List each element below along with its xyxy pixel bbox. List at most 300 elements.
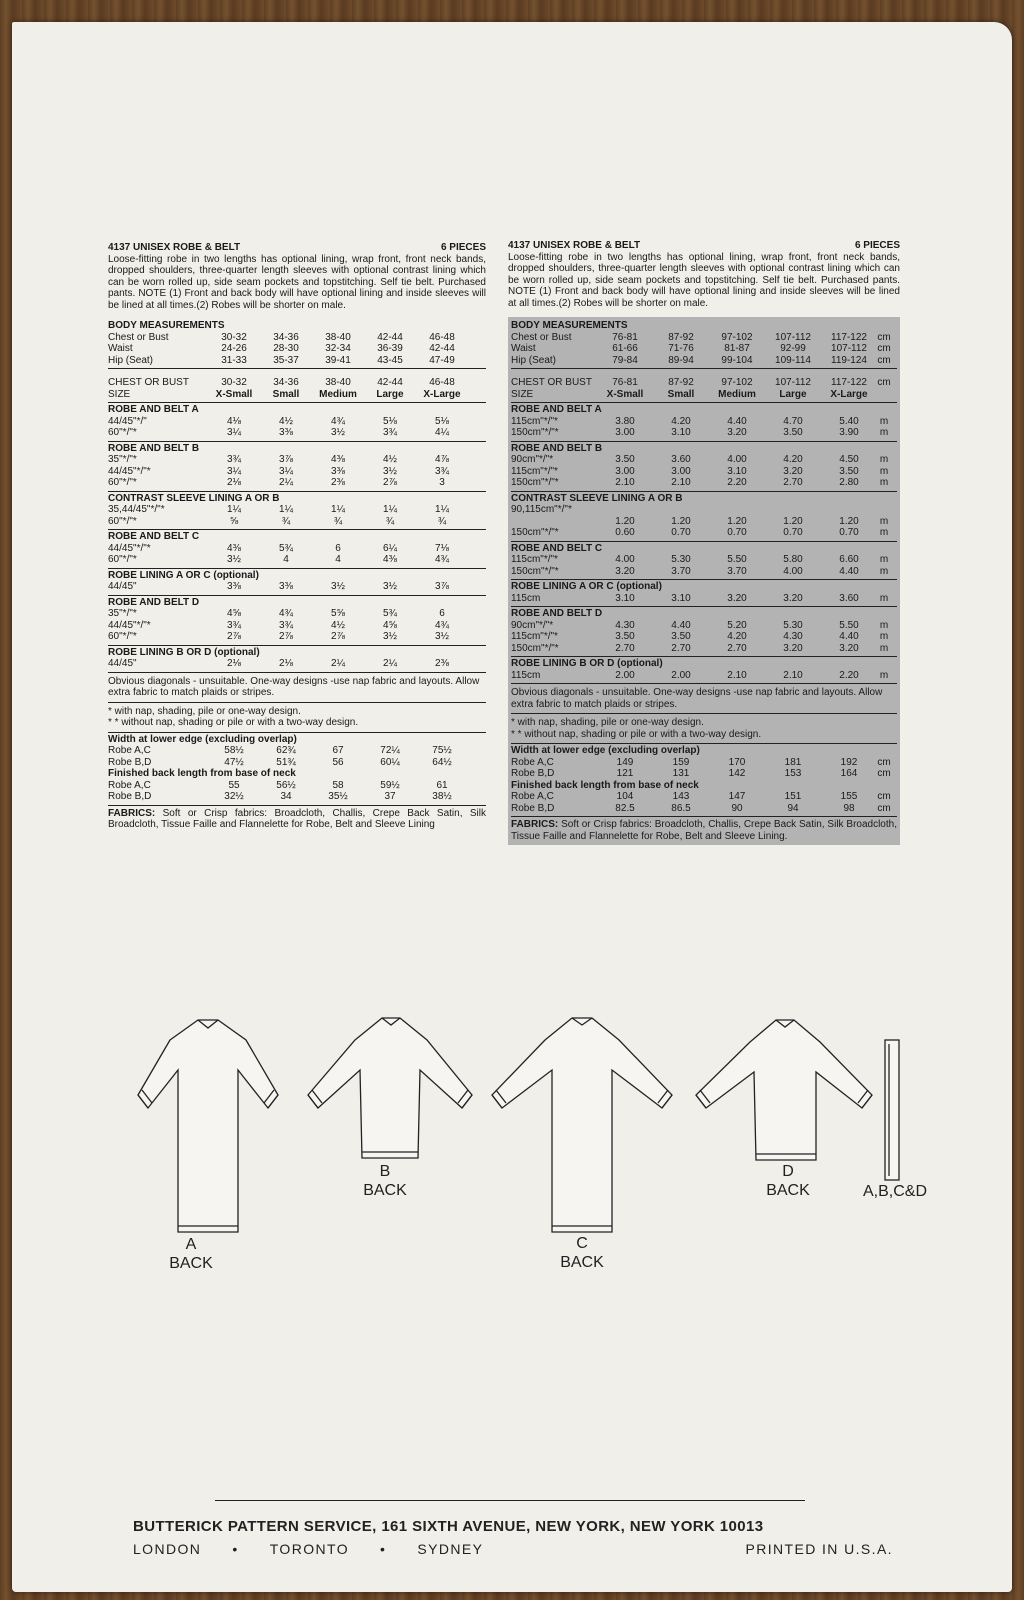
row-label: 150cm"*/"* [511, 477, 559, 488]
row-label: 44/45" [108, 658, 137, 669]
row-value: 55 [228, 779, 240, 791]
row-value: 86.5 [671, 802, 691, 814]
row-label: 115cm"*/"* [511, 554, 558, 565]
chart-row [108, 745, 486, 757]
row-value: 3.10 [671, 427, 691, 438]
row-value: 30-32 [221, 331, 247, 343]
row-value: 64½ [432, 756, 452, 768]
footer-spacer [514, 1541, 714, 1557]
pattern-header [108, 242, 486, 311]
row-label: 115cm"*/"* [511, 415, 558, 427]
length-title: Finished back length from base of neck [108, 768, 296, 779]
yardage-section [511, 442, 897, 492]
section-title: ROBE AND BELT C [108, 531, 200, 542]
row-value: 6 [335, 542, 341, 554]
row-value: 117-122 [831, 331, 867, 343]
row-value: 3.00 [615, 465, 635, 477]
row-value: 2.20 [727, 477, 747, 488]
footer-city-london: LONDON [133, 1541, 202, 1557]
row-label: 44/45"*/"* [108, 542, 151, 554]
row-value: 97-102 [721, 331, 753, 343]
row-value: 2.10 [783, 669, 803, 681]
figure-label-b: B BACK [363, 1163, 407, 1199]
row-unit [877, 389, 891, 401]
row-value: Small [272, 388, 300, 400]
row-label: 35"*/"* [108, 454, 137, 465]
footer-rule [215, 1500, 805, 1501]
row-value: 1¼ [383, 504, 397, 515]
row-unit: m [879, 415, 889, 427]
yardage-section [511, 542, 897, 581]
row-value: 5.50 [839, 619, 859, 631]
row-value: 58½ [224, 745, 244, 756]
note-without-nap: * * without nap, shading or pile or with a two-way design. [108, 717, 359, 728]
row-value: 3.60 [839, 592, 859, 604]
section-title: ROBE AND BELT D [511, 608, 603, 619]
fabrics-list: Soft or Crisp fabrics: Broadcloth, Challis, Crepe Back Satin, Silk Broadcloth, Tissue Faille and Flannelette for Robe, Belt and Sleeve Lining [108, 807, 487, 830]
chart-row [108, 620, 486, 632]
robe-a-back-drawing [138, 1020, 278, 1232]
chart-row [511, 527, 897, 539]
row-value: 3⅜ [227, 581, 241, 592]
row-unit: cm [877, 331, 891, 343]
chart-row [511, 377, 897, 389]
row-value: Medium [718, 388, 756, 400]
row-value: 38-40 [325, 331, 351, 343]
footer-cities-row [133, 1541, 893, 1557]
chart-row [108, 658, 486, 670]
row-value: 62¾ [276, 745, 296, 756]
row-value: 59½ [380, 779, 400, 791]
row-value: 5¾ [383, 608, 397, 619]
pattern-number: 4137 [108, 242, 131, 253]
row-label: SIZE [108, 388, 131, 400]
row-label: Chest or Bust [108, 331, 169, 343]
row-value: 34 [280, 791, 292, 802]
row-value: 4¾ [435, 619, 449, 631]
row-value: 5¾ [279, 542, 293, 554]
row-value: 4¾ [279, 608, 293, 619]
row-value: 37 [384, 791, 396, 802]
row-value: 1.20 [839, 515, 859, 527]
chart-row [108, 631, 486, 643]
row-value: 6.60 [839, 554, 859, 565]
chart-row [511, 757, 897, 769]
row-label: 90cm"*/"* [511, 454, 554, 465]
robe-c-back-drawing [492, 1018, 672, 1232]
row-value: 3¾ [383, 427, 397, 438]
yardage-section [511, 580, 897, 607]
row-value: 87-92 [668, 377, 694, 388]
chart-row [108, 608, 486, 620]
row-value: 38½ [432, 791, 452, 802]
row-value: 3½ [435, 631, 449, 642]
row-value: 79-84 [612, 354, 638, 366]
row-value [597, 504, 653, 516]
pattern-description: Loose-fitting robe in two lengths has optional lining, wrap front, front neck bands, dropped shoulders, three-quarter length sleeves with optional contrast lining which can be worn rolled up, side seam pockets and topstitching. Self tie belt. Purchased pants. NOTE (1) Front and back body will have optional lining and inside sleeves will be lined at all times.(2) Robes will be shorter on male. [508, 251, 900, 309]
size-header [108, 369, 486, 403]
note-without-nap: * * without nap, shading or pile or with a two-way design. [511, 728, 762, 740]
row-label: 115cm [511, 669, 541, 681]
chart-row [511, 416, 897, 428]
row-value: 3.10 [727, 465, 747, 477]
chart-row [108, 454, 486, 466]
row-value: 4⅝ [227, 608, 241, 619]
row-value [821, 504, 877, 516]
row-value: 47½ [224, 756, 244, 768]
chart-row [511, 504, 897, 516]
footer-city-sydney: SYDNEY [417, 1541, 484, 1557]
row-value: 7⅛ [435, 542, 449, 554]
row-value: 42-44 [377, 377, 403, 388]
row-label: Robe A,C [108, 779, 151, 791]
row-value: 5⅛ [383, 415, 397, 427]
row-value: 76-81 [612, 331, 638, 343]
row-label: Robe A,C [511, 756, 554, 768]
row-label: SIZE [511, 388, 534, 400]
row-value: 4½ [383, 454, 397, 465]
row-label: 60"*/"* [108, 427, 137, 438]
row-unit: m [879, 477, 889, 488]
row-value: 4.20 [727, 631, 747, 642]
row-value: 60¼ [380, 756, 400, 768]
chart-row [108, 477, 486, 489]
section-title: ROBE LINING B OR D (optional) [108, 646, 260, 658]
chart-row [108, 427, 486, 439]
row-value: 3⅜ [331, 465, 345, 477]
section-title: ROBE AND BELT A [108, 404, 199, 415]
yardage-section [108, 442, 486, 492]
row-unit: cm [877, 756, 891, 768]
row-value: 35-37 [273, 354, 299, 366]
chart-row [108, 757, 486, 769]
row-unit: cm [877, 768, 891, 779]
row-unit: cm [877, 802, 891, 814]
row-value: 3.90 [839, 427, 859, 438]
row-label: 60"*/"* [108, 515, 137, 527]
row-value: 107-112 [831, 343, 867, 354]
row-label: Robe B,D [511, 768, 555, 779]
row-value: 3.10 [671, 592, 691, 604]
row-value: 4⅜ [331, 454, 345, 465]
row-value: 2.00 [671, 669, 691, 681]
row-value: 2.00 [615, 669, 635, 681]
row-value: 38-40 [325, 377, 351, 388]
row-unit: cm [877, 354, 891, 366]
row-value: 2¼ [279, 477, 293, 488]
robe-d-back-drawing [696, 1020, 872, 1160]
row-value: 61-66 [612, 343, 638, 354]
row-value: 3¼ [227, 465, 241, 477]
row-label: Hip (Seat) [511, 354, 557, 366]
row-unit: m [879, 465, 889, 477]
row-value: 99-104 [721, 354, 753, 366]
row-value: 35½ [328, 791, 348, 802]
row-label: 44/45"*/"* [108, 465, 151, 477]
fabrics-label: FABRICS: [108, 807, 156, 819]
row-value: 67 [332, 745, 344, 756]
chart-row [108, 377, 486, 389]
row-value: 142 [728, 768, 746, 779]
note-diagonals: Obvious diagonals - unsuitable. One-way designs -use nap fabric and layouts. Allow extra fabric to match plaids or stripes. [108, 675, 480, 698]
chart-row [511, 355, 897, 367]
pattern-pieces: 6 PIECES [854, 240, 900, 251]
row-unit [877, 504, 891, 516]
row-value: 4 [335, 554, 341, 565]
row-value: 1¼ [279, 504, 293, 515]
finished-measurements [108, 733, 486, 806]
nap-notes [108, 703, 486, 733]
row-value: 3.20 [783, 465, 803, 477]
row-value: 3½ [227, 554, 241, 565]
row-value: 4⅛ [227, 415, 241, 427]
row-unit: cm [877, 343, 891, 354]
row-value: 5.50 [727, 554, 747, 565]
row-value: 24-26 [221, 343, 247, 354]
row-value: 4.70 [783, 415, 803, 427]
row-value: 181 [784, 756, 802, 768]
row-value: 3 [439, 477, 445, 488]
row-value: 149 [616, 756, 634, 768]
width-title: Width at lower edge (excluding overlap) [108, 733, 297, 745]
row-value: 1.20 [615, 515, 635, 527]
yardage-section [108, 403, 486, 442]
row-unit: cm [877, 377, 891, 388]
section-title: CONTRAST SLEEVE LINING A OR B [108, 492, 280, 504]
row-value: 6 [439, 608, 445, 619]
row-value: 34-36 [273, 377, 299, 388]
row-value: 1.20 [783, 515, 803, 527]
row-value: 3⅞ [279, 454, 293, 465]
row-value: 5⅛ [435, 415, 449, 427]
section-title: ROBE AND BELT C [511, 542, 603, 554]
row-value: 131 [672, 768, 690, 779]
row-label: 90,115cm"*/"* [511, 504, 572, 515]
row-value: 2.10 [671, 477, 691, 488]
row-label: 115cm"*/"* [511, 631, 558, 642]
row-value: 1¼ [435, 504, 449, 515]
row-value: 46-48 [429, 331, 455, 343]
row-label: 44/45" [108, 581, 137, 592]
row-label [511, 516, 597, 528]
row-value: ¾ [437, 515, 447, 527]
row-value: 32½ [224, 791, 244, 802]
pattern-pieces: 6 PIECES [440, 242, 486, 253]
row-value: 4.00 [727, 454, 747, 465]
row-label: 150cm"*/"* [511, 565, 559, 577]
row-value: 153 [784, 768, 802, 779]
row-value: 3.00 [615, 427, 635, 438]
row-unit: m [879, 427, 889, 438]
row-unit: m [879, 669, 889, 681]
row-value: Medium [319, 388, 357, 400]
row-value: 3.60 [671, 454, 691, 465]
row-label: Waist [511, 343, 536, 354]
row-value: 121 [616, 768, 634, 779]
section-title: BODY MEASUREMENTS [511, 320, 628, 331]
yardage-section [511, 607, 897, 657]
row-value: 147 [728, 791, 746, 802]
chart-row [108, 389, 486, 401]
row-value: 3½ [383, 465, 397, 477]
row-value: 39-41 [325, 354, 351, 366]
metric-panel [508, 240, 900, 845]
finished-measurements [511, 744, 897, 817]
figure-label-belt: A,B,C&D [862, 1183, 927, 1200]
row-value: 4¾ [331, 415, 345, 427]
row-value: 3.20 [783, 592, 803, 604]
belt-drawing [885, 1040, 899, 1180]
chart-row [108, 355, 486, 367]
row-value: 3.80 [615, 415, 635, 427]
row-label: 35,44/45"*/"* [108, 504, 165, 515]
row-label: Robe A,C [108, 745, 151, 756]
row-label: 60"*/"* [108, 477, 137, 488]
row-value: 87-92 [668, 331, 694, 343]
yardage-section [511, 492, 897, 542]
row-value: ¾ [333, 515, 343, 527]
row-value: 3.20 [615, 565, 635, 577]
row-value: X-Small [606, 388, 644, 400]
row-label: Robe A,C [511, 791, 554, 802]
figure-label-d: D BACK [766, 1163, 810, 1199]
row-value: 3.50 [615, 631, 635, 642]
row-value: 3¼ [279, 465, 293, 477]
row-value: 2.70 [727, 642, 747, 654]
row-value: 82.5 [615, 802, 635, 814]
row-value: 2.10 [615, 477, 635, 488]
body-measurements [511, 319, 897, 369]
note-with-nap: * with nap, shading, pile or one-way design. [511, 717, 704, 728]
chart-row [511, 389, 897, 401]
row-label: 115cm [511, 592, 541, 604]
chart-row [511, 427, 897, 439]
row-value: 4¾ [435, 554, 449, 565]
row-value: 2⅛ [227, 658, 241, 669]
chart-row [511, 516, 897, 528]
row-value: 71-76 [668, 343, 694, 354]
yardage-section [108, 596, 486, 646]
row-value: 58 [332, 779, 344, 791]
row-value: 81-87 [724, 343, 750, 354]
row-value: 1¼ [331, 504, 345, 515]
row-value: 4.40 [671, 619, 691, 631]
row-value: 3.20 [783, 642, 803, 654]
row-value: 3¾ [279, 619, 293, 631]
figure-label-a: A BACK [169, 1236, 213, 1272]
section-title: ROBE LINING A OR C (optional) [511, 581, 662, 592]
chart-row [511, 454, 897, 466]
row-label: Robe B,D [108, 756, 152, 768]
row-value: 3¾ [227, 619, 241, 631]
row-value: 2.70 [783, 477, 803, 488]
row-value: 2⅞ [331, 631, 345, 642]
row-value: 117-122 [831, 377, 867, 388]
pattern-number: 4137 [508, 240, 531, 251]
row-value: 5.40 [839, 415, 859, 427]
row-unit: m [879, 619, 889, 631]
row-value: ¾ [281, 515, 291, 527]
row-unit: m [879, 554, 889, 565]
row-value: 5.30 [783, 619, 803, 631]
row-label: 115cm"*/"* [511, 465, 558, 477]
yardage-section [108, 492, 486, 531]
chart-row [511, 343, 897, 355]
row-label: Hip (Seat) [108, 354, 154, 366]
size-header [511, 369, 897, 403]
row-value: 3.50 [615, 454, 635, 465]
row-value: Large [376, 388, 404, 400]
row-value: 3½ [383, 631, 397, 642]
chart-row [108, 543, 486, 555]
row-value: 61 [436, 779, 448, 791]
row-value: 56 [332, 756, 344, 768]
row-value: 56½ [276, 779, 296, 791]
row-value: 4.40 [839, 631, 859, 642]
row-value: 89-94 [668, 354, 694, 366]
chart-row [108, 332, 486, 344]
row-value: 3.20 [727, 427, 747, 438]
row-value: 0.70 [727, 527, 747, 538]
row-value: 3.00 [671, 465, 691, 477]
row-label: 150cm"*/"* [511, 527, 559, 538]
chart-row [108, 581, 486, 593]
row-value: 4⅞ [435, 454, 449, 465]
chart-row [108, 780, 486, 792]
chart-row [511, 791, 897, 803]
row-value: 0.70 [671, 527, 691, 538]
row-label: 150cm"*/"* [511, 642, 559, 654]
chart-row [511, 477, 897, 489]
row-label: CHEST OR BUST [511, 377, 592, 388]
row-value: 42-44 [429, 343, 455, 354]
nap-notes [511, 714, 897, 744]
chart-row [108, 343, 486, 355]
pattern-description: Loose-fitting robe in two lengths has optional lining, wrap front, front neck bands, dropped shoulders, three-quarter length sleeves with optional contrast lining which can be worn rolled up, side seam pockets and topstitching. Self tie belt. Purchased pants. NOTE (1) Front and back body will have optional lining and inside sleeves will be lined at all times.(2) Robes will be shorter on male. [108, 253, 486, 311]
row-value: Large [779, 388, 807, 400]
row-unit: m [879, 592, 889, 604]
row-value: 4.20 [671, 415, 691, 427]
chart-row [108, 554, 486, 566]
row-value: 97-102 [721, 377, 753, 388]
yardage-chart [508, 317, 900, 845]
section-title: ROBE AND BELT B [108, 442, 200, 454]
bullet-separator: • [380, 1541, 387, 1557]
section-title: ROBE AND BELT A [511, 404, 602, 415]
row-value: 28-30 [273, 343, 299, 354]
note-with-nap: * with nap, shading, pile or one-way design. [108, 705, 301, 717]
row-value: X-Large [423, 388, 461, 400]
section-title: ROBE AND BELT B [511, 442, 603, 454]
row-value: 4 [283, 554, 289, 565]
row-value: 2⅞ [279, 631, 293, 642]
row-unit: m [879, 515, 889, 527]
figure-label-c: C BACK [560, 1235, 604, 1271]
bullet-separator: • [232, 1541, 239, 1557]
row-label: 60"*/"* [108, 631, 137, 642]
row-value: 2.20 [839, 669, 859, 681]
row-value: 4½ [279, 415, 293, 427]
pattern-title-row [108, 242, 486, 254]
chart-row [511, 643, 897, 655]
chart-row [511, 554, 897, 566]
chart-row [108, 416, 486, 428]
row-value: 0.70 [839, 527, 859, 538]
row-value: 4½ [331, 619, 345, 631]
footer-service: BUTTERICK PATTERN SERVICE, 161 SIXTH AVENUE, NEW YORK, NEW YORK 10013 [133, 1518, 764, 1535]
row-value: 3.20 [839, 642, 859, 654]
section-title: ROBE LINING A OR C (optional) [108, 569, 259, 581]
